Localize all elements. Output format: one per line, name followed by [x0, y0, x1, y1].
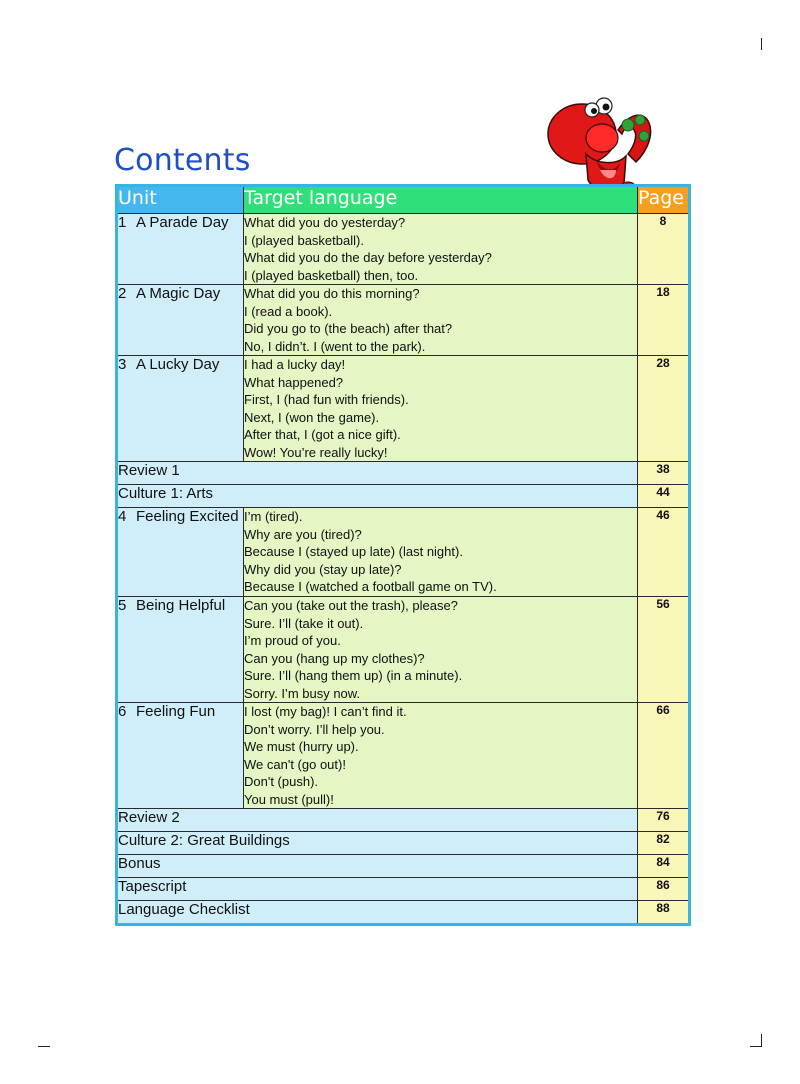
table-header-row — [117, 186, 690, 214]
header-page: Page — [638, 186, 690, 214]
page-number: 46 — [638, 508, 690, 597]
target-line: Don’t worry. I’ll help you. — [244, 721, 385, 737]
review-1-label: Review 1 — [117, 462, 638, 485]
table-row — [117, 508, 690, 597]
unit-cell — [117, 214, 244, 285]
header-unit: Unit — [117, 186, 244, 214]
unit-name: A Lucky Day — [136, 356, 220, 373]
table-row — [117, 703, 690, 809]
target-line: No, I didn’t. I (went to the park). — [244, 338, 426, 354]
target-line: Because I (stayed up late) (last night). — [244, 544, 463, 559]
page-number: 82 — [638, 832, 690, 855]
unit-number: 4 — [118, 508, 127, 525]
page-title: Contents — [114, 143, 251, 178]
target-line: We can't (go out)! — [244, 756, 346, 772]
page-number: 66 — [638, 703, 690, 809]
target-line: Can you (take out the trash), please? — [244, 598, 458, 613]
unit-name: Feeling Excited — [136, 508, 239, 525]
page-number: 76 — [638, 809, 690, 832]
unit-number: 3 — [118, 356, 127, 373]
page-number: 88 — [638, 901, 690, 925]
target-line: Can you (hang up my clothes)? — [244, 650, 425, 666]
table-row — [117, 855, 690, 878]
target-line: What happened? — [244, 374, 344, 390]
unit-number: 1 — [118, 214, 127, 231]
tapescript-label: Tapescript — [117, 878, 638, 901]
target-line: We must (hurry up). — [244, 739, 359, 754]
target-line: What did you do the day before yesterday? — [244, 250, 492, 265]
table-row — [117, 832, 690, 855]
unit-name: A Magic Day — [136, 285, 221, 302]
target-line: Sure. I’ll (hang them up) (in a minute). — [244, 668, 463, 683]
unit-number: 6 — [118, 703, 127, 720]
unit-number: 2 — [118, 285, 127, 302]
table-row — [117, 356, 690, 462]
page-number: 28 — [638, 356, 690, 462]
table-row — [117, 462, 690, 485]
target-line: First, I (had fun with friends). — [244, 392, 409, 407]
unit-cell — [117, 285, 244, 356]
target-line: I (played basketball). — [244, 232, 364, 248]
table-row — [117, 214, 690, 285]
culture-2-label: Culture 2: Great Buildings — [117, 832, 638, 855]
table-row — [117, 485, 690, 508]
target-line: I had a lucky day! — [244, 357, 346, 372]
table-row — [117, 285, 690, 356]
contents-table — [115, 184, 691, 926]
target-line: Why are you (tired)? — [244, 526, 362, 542]
target-line: I (read a book). — [244, 303, 333, 319]
target-line: Sure. I’ll (take it out). — [244, 615, 364, 631]
target-line: Don't (push). — [244, 774, 319, 789]
target-line: What did you do this morning? — [244, 286, 420, 301]
culture-1-label: Culture 1: Arts — [117, 485, 638, 508]
target-line: I’m proud of you. — [244, 633, 341, 648]
page-number: 18 — [638, 285, 690, 356]
table-row — [117, 878, 690, 901]
target-line: I’m (tired). — [244, 509, 303, 524]
target-line: Because I (watched a football game on TV). — [244, 579, 497, 594]
crop-mark-top-right — [761, 38, 762, 50]
page-number: 8 — [638, 214, 690, 285]
page-number: 56 — [638, 597, 690, 703]
header-target-language: Target language — [244, 186, 638, 214]
target-line: Why did you (stay up late)? — [244, 561, 402, 577]
target-language-cell — [244, 703, 638, 809]
target-line: Sorry. I’m busy now. — [244, 685, 361, 701]
crop-mark-bottom-right — [750, 1046, 762, 1047]
target-line: You must (pull)! — [244, 791, 334, 807]
unit-cell — [117, 597, 244, 703]
target-language-cell — [244, 356, 638, 462]
target-language-cell — [244, 214, 638, 285]
unit-cell — [117, 703, 244, 809]
target-line: After that, I (got a nice gift). — [244, 427, 401, 442]
target-line: Wow! You’re really lucky! — [244, 444, 388, 460]
target-line: I lost (my bag)! I can’t find it. — [244, 704, 407, 719]
bonus-label: Bonus — [117, 855, 638, 878]
unit-name: Being Helpful — [136, 597, 226, 614]
unit-number: 5 — [118, 597, 127, 614]
unit-name: Feeling Fun — [136, 703, 216, 720]
target-language-cell — [244, 597, 638, 703]
crop-mark-bottom-left — [38, 1046, 50, 1047]
target-language-cell — [244, 285, 638, 356]
language-checklist-label: Language Checklist — [117, 901, 638, 925]
target-line: What did you do yesterday? — [244, 215, 406, 230]
table-row — [117, 809, 690, 832]
table-row — [117, 597, 690, 703]
unit-cell — [117, 356, 244, 462]
review-2-label: Review 2 — [117, 809, 638, 832]
table-row — [117, 901, 690, 925]
page-number: 38 — [638, 462, 690, 485]
target-line: Next, I (won the game). — [244, 409, 380, 425]
target-line: Did you go to (the beach) after that? — [244, 321, 453, 336]
unit-cell — [117, 508, 244, 597]
page-number: 84 — [638, 855, 690, 878]
unit-name: A Parade Day — [136, 214, 229, 231]
page-number: 86 — [638, 878, 690, 901]
target-language-cell — [244, 508, 638, 597]
target-line: I (played basketball) then, too. — [244, 267, 419, 283]
crop-mark-bottom-right-v — [761, 1034, 762, 1046]
page-number: 44 — [638, 485, 690, 508]
